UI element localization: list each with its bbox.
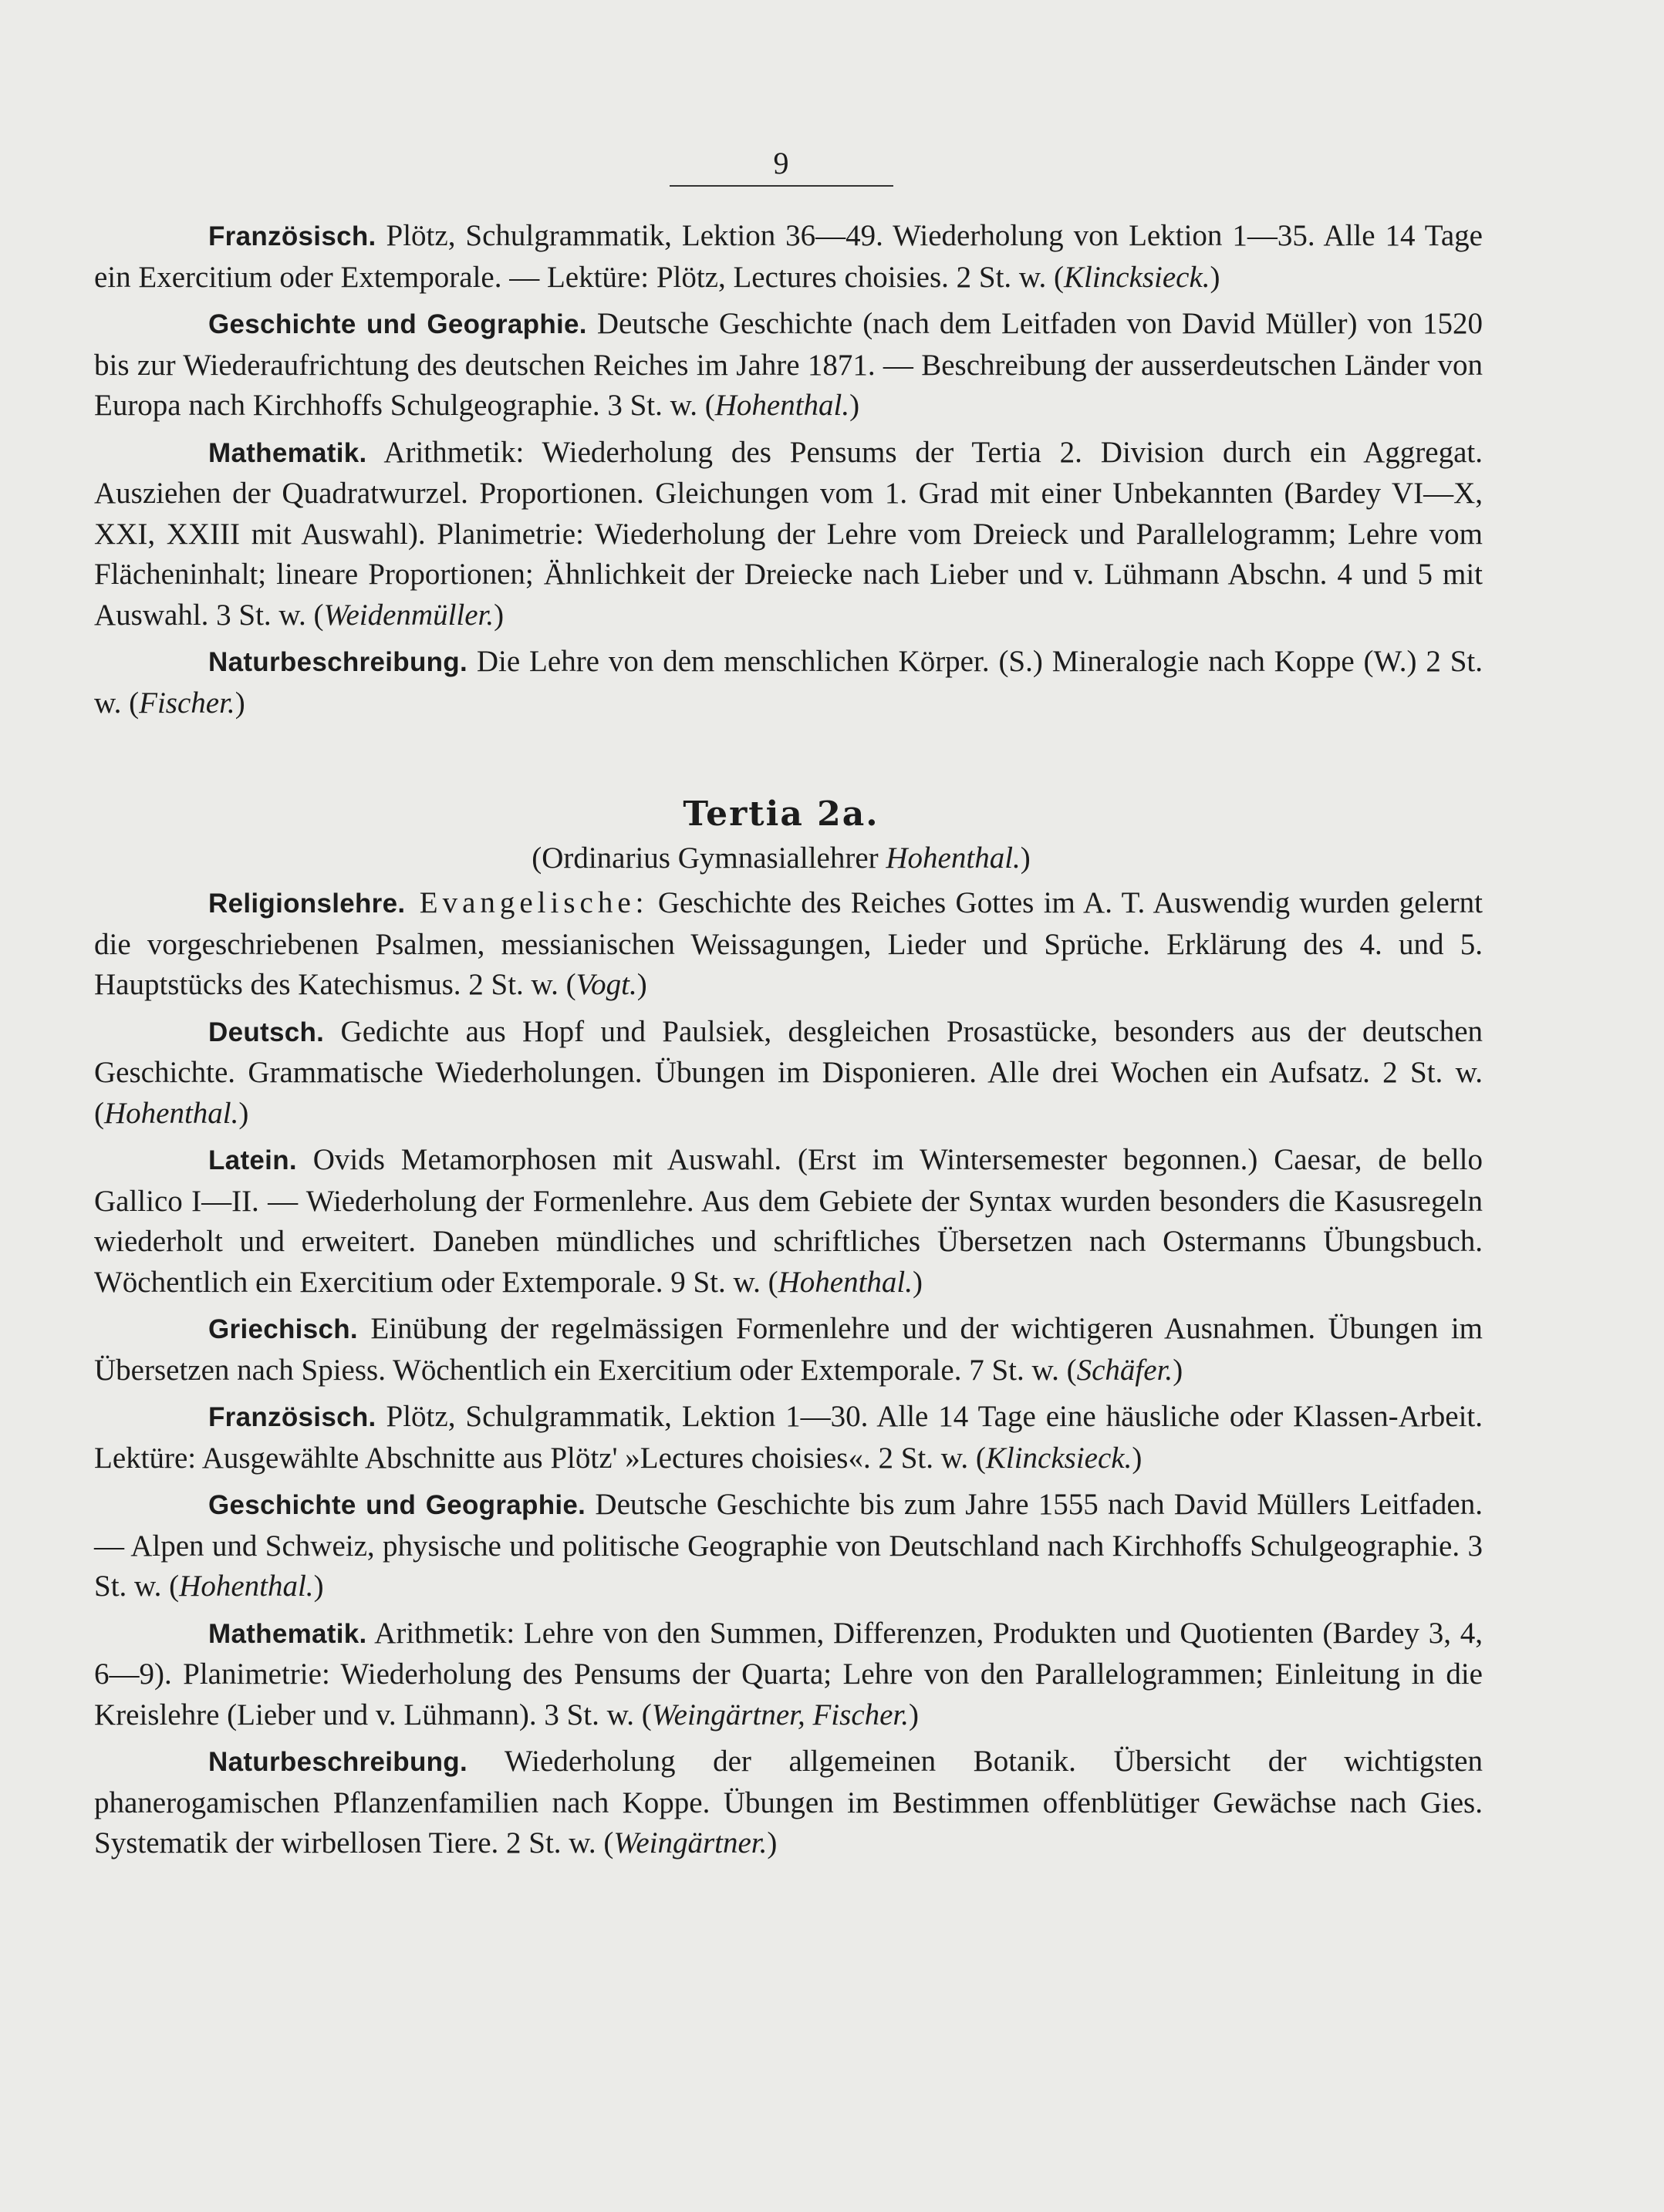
paragraph-end: ) [235,686,245,720]
paragraph-end: ) [1210,260,1220,294]
header-rule [670,185,893,187]
subject-paragraph [94,1397,1483,1479]
subject-heading: Deutsch. [208,1017,325,1047]
paragraph-text: Die Lehre von dem menschlichen Körper. (S.) Mineralogie nach Koppe (W.) 2 St. w. ( [94,645,1483,720]
subject-paragraph [94,883,1483,1006]
subject-paragraph [94,1742,1483,1864]
teacher-name: Weidenmüller. [323,598,494,632]
paragraph-text: Plötz, Schulgrammatik, Lektion 36—49. Wiederholung von Lektion 1—35. Alle 14 Tage ein Exercitium oder Extemporale. — Lektüre: Plötz, Lectures choisies. 2 St. w. ( [94,219,1483,294]
paragraph-text: Ovids Metamorphosen mit Auswahl. (Erst im Wintersemester begonnen.) Caesar, de bello Gallico I—II. — Wiederholung der Formenlehre. Aus dem Gebiete der Syntax wurden besonders die Kasusregeln wiederholt und erweitert. Daneben mündliches und schriftliches Übersetzen nach Ostermanns Übungsbuch. Wöchentlich ein Exercitium oder Extemporale. 9 St. w. ( [94,1143,1483,1299]
paragraph-end: ) [909,1698,920,1731]
paragraph-end: ) [1173,1353,1183,1387]
paragraph-end: ) [849,389,860,422]
paragraph-end: ) [313,1570,324,1603]
subject-heading: Naturbeschreibung. [208,647,468,677]
teacher-name: Hohenthal. [179,1570,314,1603]
teacher-name: Weingärtner, Fischer. [651,1698,910,1731]
teacher-name: Vogt. [575,968,637,1001]
ordinarius-end: ) [1020,841,1031,875]
subject-heading: Französisch. [208,221,376,251]
paragraph-text: Wiederholung der allgemeinen Botanik. Übersicht der wichtigsten phanerogamischen Pflanzenfamilien nach Koppe. Übungen im Bestimmen offenblütiger Gewächse nach Gies. Systematik der wirbellosen Tiere. 2 St. w. ( [94,1745,1483,1860]
paragraph-text: Geschichte des Reiches Gottes im A. T. Auswendig wurden gelernt die vorgeschriebenen Psalmen, messianischen Weissagungen, Lieder und Sprüche. Erklärung des 4. und 5. Hauptstücks des Katechismus. 2 St. w. ( [94,886,1483,1001]
paragraph-end: ) [238,1096,249,1130]
subject-heading: Griechisch. [208,1314,358,1344]
page-number: 9 [773,146,789,180]
subject-paragraph [94,216,1483,298]
teacher-name: Weingärtner. [613,1826,768,1860]
subject-heading: Religionslehre. [208,889,406,919]
section-heading: Tertia 2a. [683,794,879,834]
teacher-name: Fischer. [139,686,235,720]
subject-paragraph [94,1140,1483,1303]
subject-heading: Geschichte und Geographie. [208,1490,586,1520]
subject-heading: Französisch. [208,1402,376,1432]
subject-paragraph [94,1485,1483,1607]
tertia-2a-section [94,883,1483,1870]
paragraph-text: Plötz, Schulgrammatik, Lektion 1—30. Alle 14 Tage eine häusliche oder Klassen-Arbeit. Lektüre: Ausgewählte Abschnitte aus Plötz' »Lectures choisies«. 2 St. w. ( [94,1400,1483,1475]
subject-paragraph [94,642,1483,723]
paragraph-text: Arithmetik: Lehre von den Summen, Differenzen, Produkten und Quotienten (Bardey 3, 4, 6—9). Planimetrie: Wiederholung des Pensums der Quarta; Lehre von den Parallelogrammen; Einleitung in die Kreislehre (Lieber und v. Lühmann). 3 St. w. ( [94,1616,1483,1731]
teacher-name: Schäfer. [1076,1353,1173,1387]
paragraph-text: Einübung der regelmässigen Formenlehre und der wichtigeren Ausnahmen. Übungen im Übersetzen nach Spiess. Wöchentlich ein Exercitium oder Extemporale. 7 St. w. ( [94,1312,1483,1387]
subject-heading: Mathematik. [208,1618,367,1649]
teacher-name: Hohenthal. [714,389,850,422]
paragraph-end: ) [913,1265,923,1299]
paragraph-end: ) [1132,1441,1143,1475]
teacher-name: Klincksieck. [985,1441,1132,1475]
paragraph-end: ) [636,968,647,1001]
paragraph-text: Gedichte aus Hopf und Paulsiek, desgleichen Prosastücke, besonders aus der deutschen Geschichte. Grammatische Wiederholungen. Übungen im Disponieren. Alle drei Wochen ein Aufsatz. 2 St. w. ( [94,1014,1483,1130]
ordinarius-line [0,841,1562,875]
paragraph-text: Deutsche Geschichte (nach dem Leitfaden von David Müller) von 1520 bis zur Wiederaufrichtung des deutschen Reiches im Jahre 1871. — Beschreibung der ausserdeutschen Länder von Europa nach Kirchhoffs Schulgeographie. 3 St. w. ( [94,307,1483,422]
paragraph-end: ) [494,598,505,632]
subject-paragraph [94,1309,1483,1391]
ordinarius-name: Hohenthal. [886,841,1021,875]
paragraph-text: Arithmetik: Wiederholung des Pensums der Tertia 2. Division durch ein Aggregat. Ausziehen der Quadratwurzel. Proportionen. Gleichungen vom 1. Grad mit einer Unbekannten (Bardey VI—X, XXI, XXIII mit Auswahl). Planimetrie: Wiederholung der Lehre vom Dreieck und Parallelogramm; Lehre vom Flächeninhalt; lineare Proportionen; Ähnlichkeit der Dreiecke nach Lieber und v. Lühmann Abschn. 4 und 5 mit Auswahl. 3 St. w. ( [94,435,1483,632]
subject-paragraph [94,1613,1483,1736]
teacher-name: Hohenthal. [778,1265,913,1299]
paragraph-end: ) [767,1826,778,1860]
ordinarius-label: (Ordinarius Gymnasiallehrer [532,841,886,875]
paragraph-text: Deutsche Geschichte bis zum Jahre 1555 nach David Müllers Leitfaden. — Alpen und Schweiz, physische und politische Geographie von Deutschland nach Kirchhoffs Schulgeographie. 3 St. w. ( [94,1488,1483,1603]
subject-heading: Mathematik. [208,437,367,468]
subject-paragraph [94,433,1483,636]
subject-heading: Latein. [208,1145,297,1175]
spaced-text: Evangelische: [405,886,649,919]
subject-heading: Naturbeschreibung. [208,1747,468,1777]
previous-class-section [94,216,1483,730]
subject-heading: Geschichte und Geographie. [208,309,587,339]
teacher-name: Klincksieck. [1064,260,1210,294]
subject-paragraph [94,304,1483,427]
subject-paragraph [94,1012,1483,1135]
teacher-name: Hohenthal. [104,1096,239,1130]
